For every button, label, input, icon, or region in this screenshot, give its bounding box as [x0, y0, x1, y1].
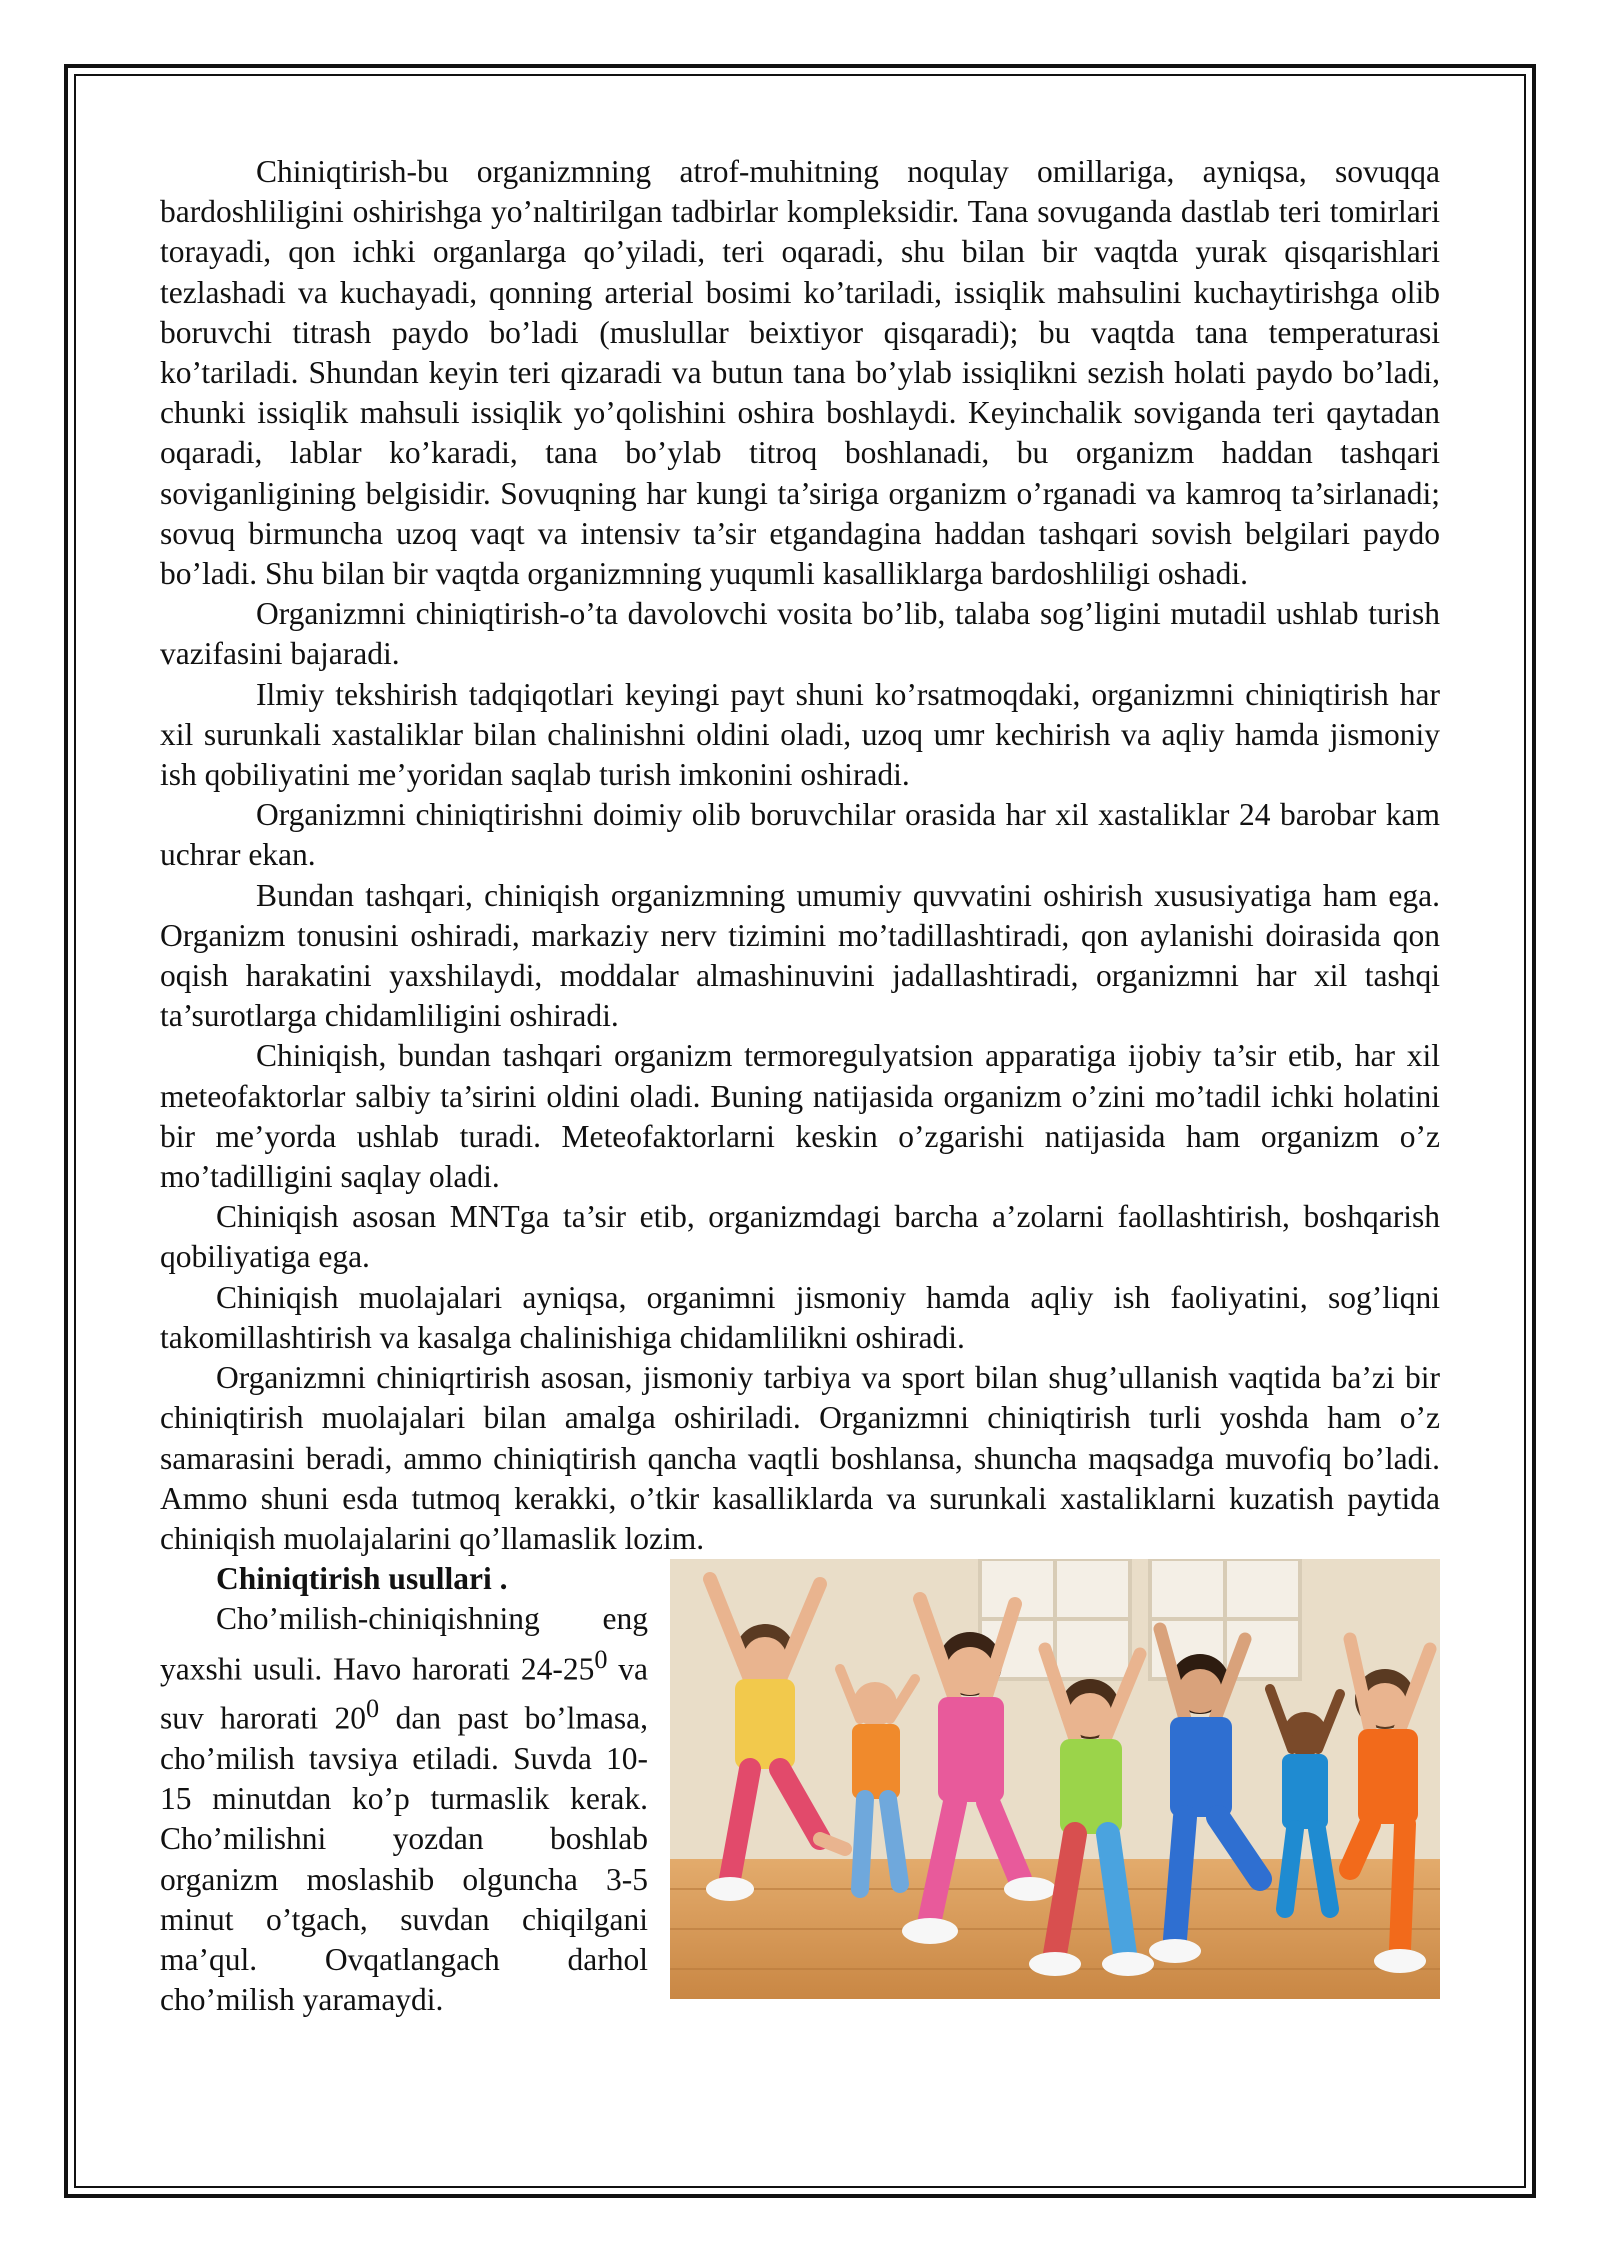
paragraph-1: Chiniqtirish-bu organizmning atrof-muhitning noqulay omillariga, ayniqsa, sovuqqa bardoshliligini oshirishga yo’naltirilgan tadbirlar kompleksidir. Tana sovuganda dastlab teri tomirlari torayadi, qon ichki organlarga qo’yiladi, teri oqaradi, shu bilan bir vaqtda yurak qisqarishlari tezlashadi va kuchayadi, qonning arterial bosimi ko’tariladi, issiqlik mahsulini kuchaytirishga olib boruvchi titrash paydo bo’ladi (muslullar beixtiyor qisqaradi); bu vaqtda tana temperaturasi ko’tariladi. Shundan keyin teri qizaradi va butun tana bo’ylab issiqlikni sezish holati paydo bo’ladi, chunki issiqlik mahsuli issiqlik yo’qolishini oshira boshlaydi. Keyinchalik soviganda teri qaytadan oqaradi, lablar ko’karadi, tana bo’ylab titroq boshlanadi, bu organizm haddan tashqari soviganligining belgisidir. Sovuqning har kungi ta’siriga organizm o’rganadi va kamroq ta’sirlanadi; sovuq birmuncha uzoq vaqt va intensiv ta’sir etgandagina haddan tashqari sovish belgilari paydo bo’ladi. Shu bilan bir vaqtda organizmning yuqumli kasalliklarga bardoshliligi oshadi. — [160, 154, 1440, 592]
paragraph-4: Organizmni chiniqtirishni doimiy olib boruvchilar orasida har xil xastaliklar 24 barobar kam uchrar ekan. — [160, 797, 1440, 873]
degree-sup-a: 0 — [594, 1644, 608, 1674]
section-heading: Chiniqtirish usullari . — [216, 1561, 508, 1597]
section-paragraph — [160, 1599, 672, 2020]
paragraph-8: Chiniqish muolajalari ayniqsa, organimni jismoniy hamda aqliy ish faoliyatini, sog’liqni takomillashtirish va kasalga chalinishiga chidamlilikni oshiradi. — [160, 1279, 1440, 1355]
paragraph-5: Bundan tashqari, chiniqish organizmning umumiy quvvatini oshirish xususiyatiga ham ega. Organizm tonusini oshiradi, markaziy nerv tizimini mo’tadillashtiradi, qon aylanishi doirasida qon oqish harakatini yaxshilaydi, moddalar almashinuvini jadallashtiradi, organizmni har xil tashqi ta’surotlarga chidamliligini oshiradi. — [160, 877, 1440, 1034]
paragraph-6: Chiniqish, bundan tashqari organizm termoregulyatsion apparatiga ijobiy ta’sir etib, har xil meteofaktorlar salbiy ta’sirini oldini oladi. Buning natijasida organizm o’zini mo’tadil ichki holatini bir me’yorda ushlab turadi. Meteofaktorlarni keskin o’zgarishi natijasida ham organizm o’z mo’tadilligini saqlay oladi. — [160, 1038, 1440, 1195]
paragraph-7: Chiniqish asosan MNTga ta’sir etib, organizmdagi barcha a’zolarni faollashtirish, boshqarish qobiliyatiga ega. — [160, 1199, 1440, 1275]
paragraph-3: Ilmiy tekshirish tadqiqotlari keyingi payt shuni ko’rsatmoqdaki, organizmni chiniqtirish har xil surunkali xastaliklar bilan chalinishni oldini oladi, uzoq umr kechirish va aqliy hamda jismoniy ish qobiliyatini me’yoridan saqlab turish imkonini oshiradi. — [160, 676, 1440, 793]
degree-sup-b: 0 — [366, 1694, 380, 1724]
paragraph-9: Organizmni chiniqrtirish asosan, jismoniy tarbiya va sport bilan shug’ullanish vaqtida ba’zi bir chiniqtirish muolajalari bilan amalga oshiriladi. Organizmni chiniqtirish turli yoshda ham o’z samarasini beradi, ammo chiniqtirish qancha vaqtli boshlansa, shuncha maqsadga muvofiq bo’ladi. Ammo shuni esda tutmoq kerakki, o’tkir kasalliklarda va surunkali xastaliklarni kuzatish paytida chiniqish muolajalarini qo’llamaslik lozim. — [160, 1360, 1440, 1556]
section-text-b: va suv harorati 20 — [160, 1651, 649, 1736]
section-text-a: Cho’milish-chiniqishning eng yaxshi usuli. Havo harorati 24-25 — [160, 1601, 648, 1687]
paragraph-2: Organizmni chiniqtirish-o’ta davolovchi vosita bo’lib, talaba sog’ligini mutadil ushlab turish vazifasini bajaradi. — [160, 596, 1440, 672]
document-body — [160, 152, 1440, 2020]
children-dancing-photo — [670, 1559, 1440, 2007]
section-text-c: dan past bo’lmasa, cho’milish tavsiya etiladi. Suvda 10-15 minutdan ko’p turmaslik kerak. Cho’milishni yozdan boshlab organizm moslashib olguncha 3-5 minut o’tgach, suvdan chiqilgani ma’qul. Ovqatlangach darhol cho’milish yaramaydi. — [160, 1700, 648, 2018]
